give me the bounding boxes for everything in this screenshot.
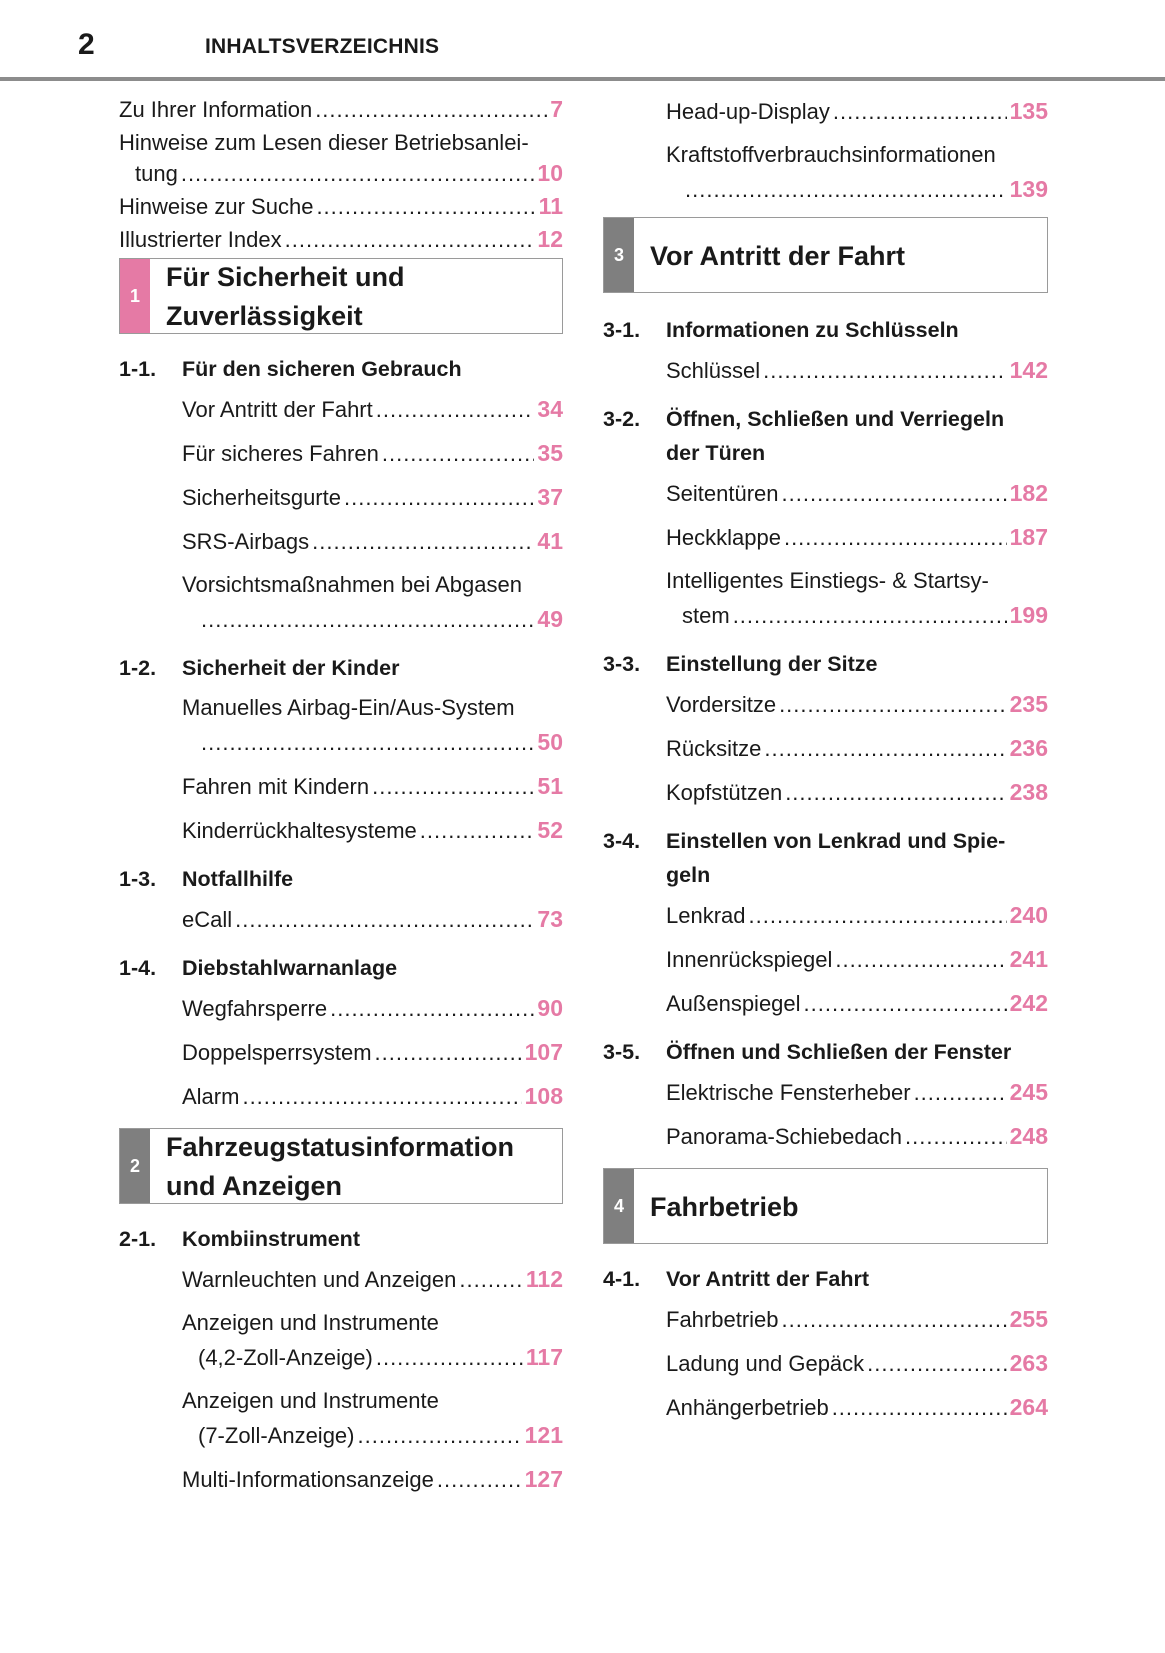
dot-leader [312,525,534,559]
page-link[interactable]: 121 [524,1422,563,1448]
page-link[interactable]: 182 [1009,480,1048,506]
toc-entry-text: Vor Antritt der Fahrt [182,397,373,422]
dot-leader [459,1263,523,1297]
toc-entry[interactable] [182,568,563,637]
dot-leader [779,688,1007,722]
toc-entry-text: Hinweise zum Lesen dieser Betriebsanlei- [119,130,529,155]
toc-entry-line [666,520,1048,555]
toc-entry-text: Wegfahrsperre [182,996,328,1021]
toc-entry-line [182,1262,563,1297]
toc-entry-text: Kopfstützen [666,780,783,805]
section-title [666,1035,1048,1069]
page-link[interactable]: 52 [537,817,563,843]
section-title-line: Einstellen von Lenkrad und Spie- [666,829,1006,853]
dot-leader [782,477,1007,511]
toc-entry-text: Kinderrückhaltesysteme [182,818,417,843]
section-entries [666,898,1048,1021]
toc-entry[interactable] [666,138,1048,207]
page-link[interactable]: 90 [537,995,563,1021]
section-entries [666,1075,1048,1154]
page-link[interactable]: 73 [537,906,563,932]
page-link[interactable]: 41 [537,528,563,554]
toc-entry-line [666,1390,1048,1425]
section-entries [182,1262,563,1497]
toc-entry-text: Anhängerbetrieb [666,1395,829,1420]
page-link[interactable]: 139 [1009,176,1048,202]
page-link[interactable]: 241 [1009,946,1048,972]
toc-entry[interactable] [182,902,563,937]
section-title-line: Öffnen und Schließen der Fenster [666,1040,1012,1064]
toc-entry-line [182,725,563,760]
toc-entry-line [666,898,1048,933]
toc-entry-line [666,172,1048,207]
toc-entry-line [666,1302,1048,1337]
toc-entry-line [666,476,1048,511]
toc-entry-line [119,224,563,255]
toc-entry-line [182,769,563,804]
toc-entry-text: Zu Ihrer Information [119,97,313,122]
page-link[interactable]: 142 [1009,357,1048,383]
section-heading [603,647,1048,681]
dot-leader [316,191,535,222]
section-number: 3-5. [603,1040,641,1064]
toc-entry[interactable] [666,942,1048,977]
section-heading [119,651,563,685]
dot-leader [833,95,1007,129]
section-number: 3-4. [603,829,641,853]
section-entries [666,353,1048,388]
toc-entry[interactable] [666,731,1048,766]
toc-entry[interactable] [182,436,563,471]
page-link[interactable]: 127 [524,1466,563,1492]
page-link[interactable]: 117 [525,1344,563,1370]
section-heading [603,313,1048,347]
dot-leader [201,726,534,760]
section-entries [182,691,563,848]
toc-entry-text: Anzeigen und Instrumente [182,1310,439,1335]
page-link[interactable]: 248 [1009,1123,1048,1149]
page-link[interactable]: 35 [537,440,563,466]
page-link[interactable]: 7 [550,96,563,122]
toc-entry-line [666,942,1048,977]
section-title [666,1262,1048,1296]
page-link[interactable]: 50 [537,729,563,755]
section-title [182,951,563,985]
page-link[interactable]: 187 [1009,524,1048,550]
section-number: 1-2. [119,656,157,680]
toc-entry-text: Fahrbetrieb [666,1307,779,1332]
toc-entry[interactable] [666,1390,1048,1425]
page-link[interactable]: 51 [537,773,563,799]
section-title-line: Kombiinstrument [182,1227,360,1251]
toc-entry-line [666,1346,1048,1381]
toc-entry-line [666,986,1048,1021]
page-number: 2 [78,28,95,61]
toc-entry[interactable] [182,1306,563,1375]
toc-entry-text: (4,2-Zoll-Anzeige) [198,1345,373,1370]
section-number: 4-1. [603,1267,641,1291]
chapter-title [150,1129,514,1203]
dot-leader [832,1391,1007,1425]
toc-entry-line [666,598,1048,633]
section-heading [119,1222,563,1256]
toc-entry[interactable] [182,1079,563,1114]
dot-leader [344,481,534,515]
toc-entry[interactable] [666,353,1048,388]
dot-leader [376,393,535,427]
intro-entries [119,94,563,255]
toc-entry[interactable] [119,191,563,222]
toc-entry[interactable] [666,687,1048,722]
page-link[interactable]: 34 [537,396,563,422]
toc-entry[interactable] [182,691,563,760]
section-title-line: Vor Antritt der Fahrt [666,1267,870,1291]
section-entries [666,476,1048,633]
toc-entry[interactable] [182,769,563,804]
toc-entry[interactable] [666,520,1048,555]
toc-entry-text: Lenkrad [666,903,746,928]
toc-entry-line [182,1418,563,1453]
section-number: 1-3. [119,867,157,891]
toc-entry-text: Intelligentes Einstiegs- & Startsy- [666,568,989,593]
toc-entry-text: Multi-Informationsanzeige [182,1467,434,1492]
section-heading [119,352,563,386]
toc-entry[interactable] [666,775,1048,810]
toc-entry[interactable] [182,392,563,427]
page-link[interactable]: 199 [1009,602,1048,628]
toc-entry[interactable] [666,1119,1048,1154]
section-heading [119,951,563,985]
toc-entry[interactable] [182,1384,563,1453]
toc-entry-text: (7-Zoll-Anzeige) [198,1423,355,1448]
toc-entry-line [666,94,1048,129]
dot-leader [763,354,1006,388]
dot-leader [376,1341,523,1375]
toc-entry-text: Seitentüren [666,481,779,506]
header-rule [0,77,1165,81]
section-title [666,402,1048,470]
toc-entry-text: Sicherheitsgurte [182,485,341,510]
section-heading [603,1035,1048,1069]
section-heading [603,1262,1048,1296]
dot-leader [375,1036,522,1070]
page-link[interactable]: 107 [524,1039,563,1065]
section-number: 1-1. [119,357,157,381]
dot-leader [784,521,1007,555]
page-link[interactable]: 264 [1009,1394,1048,1420]
toc-entry-text: Doppelsperrsystem [182,1040,372,1065]
chapter-title [634,218,905,292]
page-link[interactable]: 263 [1009,1350,1048,1376]
dot-leader [804,987,1007,1021]
page-link[interactable]: 10 [537,160,563,186]
section-title-line: Diebstahlwarnanlage [182,956,398,980]
toc-entry[interactable] [666,564,1048,633]
section-title-line: Öffnen, Schließen und Verriegeln [666,407,1005,431]
dot-leader [733,599,1007,633]
toc-entry-text: Manuelles Airbag-Ein/Aus-System [182,695,515,720]
chapter-title-line: und Anzeigen [166,1171,342,1201]
section-title [666,647,1048,681]
toc-entry[interactable] [666,94,1048,129]
dot-leader [372,770,534,804]
toc-entry-text: SRS-Airbags [182,529,310,554]
toc-entry-line [182,602,563,637]
toc-entry-text: Vordersitze [666,692,777,717]
chapter-number-tab: 4 [604,1169,634,1243]
chapter-banner [603,1168,1048,1244]
dot-leader [420,814,535,848]
dot-leader [285,224,535,255]
section-title [182,1222,563,1256]
section-title [182,862,563,896]
toc-entry-text: Für sicheres Fahren [182,441,379,466]
page-link[interactable]: 49 [537,606,563,632]
chapter-banner [119,1128,563,1204]
dot-leader [358,1419,522,1453]
toc-entry-line [182,436,563,471]
chapter-number-tab: 3 [604,218,634,292]
page-link[interactable]: 245 [1009,1079,1048,1105]
toc-entry-line [182,1079,563,1114]
dot-leader [181,158,535,189]
page-link[interactable]: 236 [1009,735,1048,761]
toc-entry[interactable] [182,991,563,1026]
section-number: 3-3. [603,652,641,676]
toc-entry-text: Schlüssel [666,358,761,383]
toc-entry[interactable] [119,94,563,125]
page-link[interactable]: 37 [537,484,563,510]
toc-entry-text: Kraftstoffverbrauchsinformationen [666,142,996,167]
dot-leader [315,94,547,125]
toc-entry[interactable] [666,1302,1048,1337]
chapter-banner [119,258,563,334]
page-link[interactable]: 240 [1009,902,1048,928]
chapter-title-line: Fahrbetrieb [650,1191,799,1222]
dot-leader [785,776,1006,810]
section-heading [603,402,1048,470]
section-title [182,651,563,685]
page-title: INHALTSVERZEICHNIS [205,35,440,58]
right-column [603,94,1048,1434]
toc-entry[interactable] [666,476,1048,511]
dot-leader [201,603,534,637]
section-entries [182,392,563,637]
toc-entry-text: Anzeigen und Instrumente [182,1388,439,1413]
toc-entry-line [119,191,563,222]
toc-entry-text: Elektrische Fensterheber [666,1080,911,1105]
chapter-number-tab: 2 [120,1129,150,1203]
section-heading [119,862,563,896]
toc-entry-line [182,902,563,937]
section-number: 1-4. [119,956,157,980]
section-number: 3-1. [603,318,641,342]
section-title [666,313,1048,347]
left-column [119,94,563,1506]
section-number: 3-2. [603,407,641,431]
dot-leader [382,437,535,471]
section-title-line: Sicherheit der Kinder [182,656,400,680]
chapter-title-line: Zuverlässigkeit [166,301,363,331]
toc-entry-line [182,524,563,559]
section-title-line: Für den sicheren Gebrauch [182,357,462,381]
toc-entry-text: Alarm [182,1084,240,1109]
page-link[interactable]: 11 [538,193,563,219]
toc-entry[interactable] [119,127,563,189]
section-entries [666,687,1048,810]
toc-entry[interactable] [182,1462,563,1497]
section-entries [182,991,563,1114]
dot-leader [330,992,534,1026]
page-link[interactable]: 235 [1009,691,1048,717]
toc-entry-text: Vorsichtsmaßnahmen bei Abgasen [182,572,522,597]
dot-leader [782,1303,1007,1337]
chapter-title-line: Für Sicherheit und [166,262,405,292]
toc-entry-text: Illustrierter Index [119,227,282,252]
toc-entry-text: Panorama-Schiebedach [666,1124,903,1149]
toc-entry-line [182,991,563,1026]
toc-entry-line [182,1035,563,1070]
toc-entry[interactable] [182,1262,563,1297]
section-title-line: geln [666,863,711,887]
section-entries [666,1302,1048,1425]
page-link[interactable]: 112 [525,1266,563,1292]
dot-leader [685,173,1007,207]
toc-entry-line [182,1462,563,1497]
toc-entry[interactable] [182,480,563,515]
chapter-number-tab: 1 [120,259,150,333]
page-header [0,0,1165,80]
toc-entry-text: eCall [182,907,233,932]
toc-entry[interactable] [666,898,1048,933]
dot-leader [437,1463,522,1497]
page-link[interactable]: 255 [1009,1306,1048,1332]
toc-entry-text: Innenrückspiegel [666,947,833,972]
section-title-line: Informationen zu Schlüsseln [666,318,959,342]
section-title [666,824,1048,892]
section-title [182,352,563,386]
page-link[interactable]: 12 [537,226,563,252]
page-link[interactable]: 108 [524,1083,563,1109]
toc-entry-line [666,1075,1048,1110]
toc-entry[interactable] [182,524,563,559]
toc-entry-line [182,813,563,848]
dot-leader [905,1120,1007,1154]
dot-leader [914,1076,1007,1110]
chapter-title-line: Vor Antritt der Fahrt [650,240,905,271]
toc-entry-line [666,731,1048,766]
section-title-line: Notfallhilfe [182,867,294,891]
toc-entry-text: stem [682,603,730,628]
toc-entry[interactable] [119,224,563,255]
page-link[interactable]: 135 [1009,98,1048,124]
toc-entry-line [666,353,1048,388]
chapter-title [634,1169,799,1243]
dot-leader [835,943,1006,977]
toc-entry[interactable] [666,1075,1048,1110]
dot-leader [242,1080,521,1114]
toc-entry[interactable] [666,986,1048,1021]
toc-entry-line [182,480,563,515]
toc-entry-line [182,1340,563,1375]
toc-entry-text: Fahren mit Kindern [182,774,370,799]
toc-entry-text: Rücksitze [666,736,762,761]
toc-entry[interactable] [182,1035,563,1070]
toc-entry-line [666,687,1048,722]
section-number: 2-1. [119,1227,157,1251]
toc-entry-text: Außenspiegel [666,991,801,1016]
chapter-title-line: Fahrzeugstatusinformation [166,1132,515,1162]
chapter-title [150,259,405,333]
toc-entry-line [666,775,1048,810]
toc-entry-line [182,392,563,427]
toc-entry[interactable] [182,813,563,848]
toc-entry-line [666,1119,1048,1154]
section-title-line: Einstellung der Sitze [666,652,878,676]
toc-entry-line [119,158,563,189]
toc-entry-text: Hinweise zur Suche [119,194,314,219]
toc-entry-line [119,94,563,125]
dot-leader [867,1347,1006,1381]
page-link[interactable]: 238 [1009,779,1048,805]
dot-leader [235,903,534,937]
chapter-banner [603,217,1048,293]
dot-leader [764,732,1006,766]
dot-leader [749,899,1007,933]
page-link[interactable]: 242 [1009,990,1048,1016]
section-title-line: der Türen [666,441,766,465]
continued-entries [666,94,1048,207]
section-heading [603,824,1048,892]
section-entries [182,902,563,937]
toc-entry-text: Head-up-Display [666,99,830,124]
toc-entry-text: Heckklappe [666,525,781,550]
toc-entry-text: Ladung und Gepäck [666,1351,865,1376]
toc-entry[interactable] [666,1346,1048,1381]
toc-entry-text: Warnleuchten und Anzeigen [182,1267,457,1292]
toc-entry-text: tung [135,161,178,186]
